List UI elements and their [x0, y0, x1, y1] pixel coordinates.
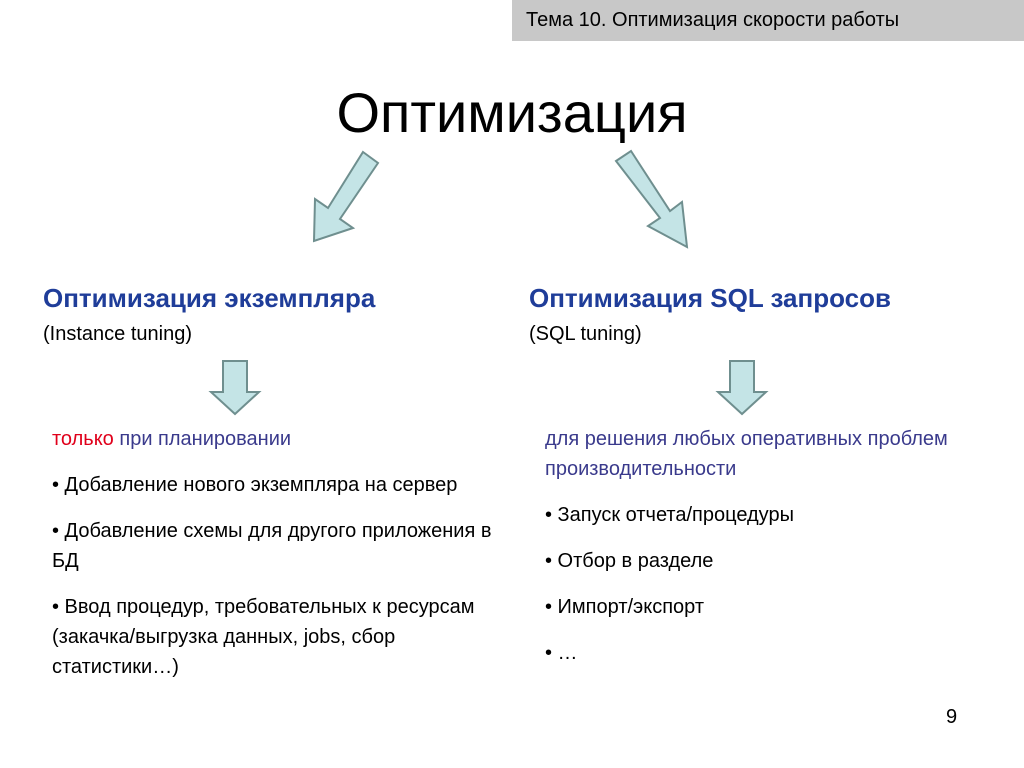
- topic-header: Тема 10. Оптимизация скорости работы: [512, 0, 1024, 41]
- list-item: • Импорт/экспорт: [545, 596, 705, 618]
- list-item: • Ввод процедур, требовательных к ресурсам (закачка/выгрузка данных, jobs, сбор статистики…): [52, 596, 475, 678]
- left-column-heading: Оптимизация экземпляра: [43, 283, 376, 313]
- list-item: • …: [545, 642, 578, 664]
- arrow-down-icon: [205, 358, 265, 418]
- list-item: • Отбор в разделе: [545, 550, 714, 572]
- list-item: • Добавление схемы для другого приложения в БД: [52, 520, 492, 572]
- right-column-subheading: (SQL tuning): [529, 323, 642, 345]
- arrow-down-right-icon: [605, 148, 695, 253]
- page-number: 9: [946, 706, 958, 728]
- left-column-body: [52, 424, 492, 698]
- right-intro: для решения любых оперативных проблем производительности: [545, 428, 948, 480]
- left-intro-rest: при планировании: [113, 428, 292, 450]
- arrow-down-left-icon: [300, 148, 390, 248]
- list-item: • Запуск отчета/процедуры: [545, 504, 794, 526]
- right-column-body: [545, 424, 975, 684]
- arrow-down-icon: [712, 358, 772, 418]
- list-item: • Добавление нового экземпляра на сервер: [52, 474, 458, 496]
- slide-title: Оптимизация: [336, 81, 688, 144]
- right-column-heading: Оптимизация SQL запросов: [529, 283, 891, 313]
- left-column-subheading: (Instance tuning): [43, 323, 192, 345]
- left-intro-highlight: только: [52, 428, 114, 450]
- left-intro: [52, 424, 492, 454]
